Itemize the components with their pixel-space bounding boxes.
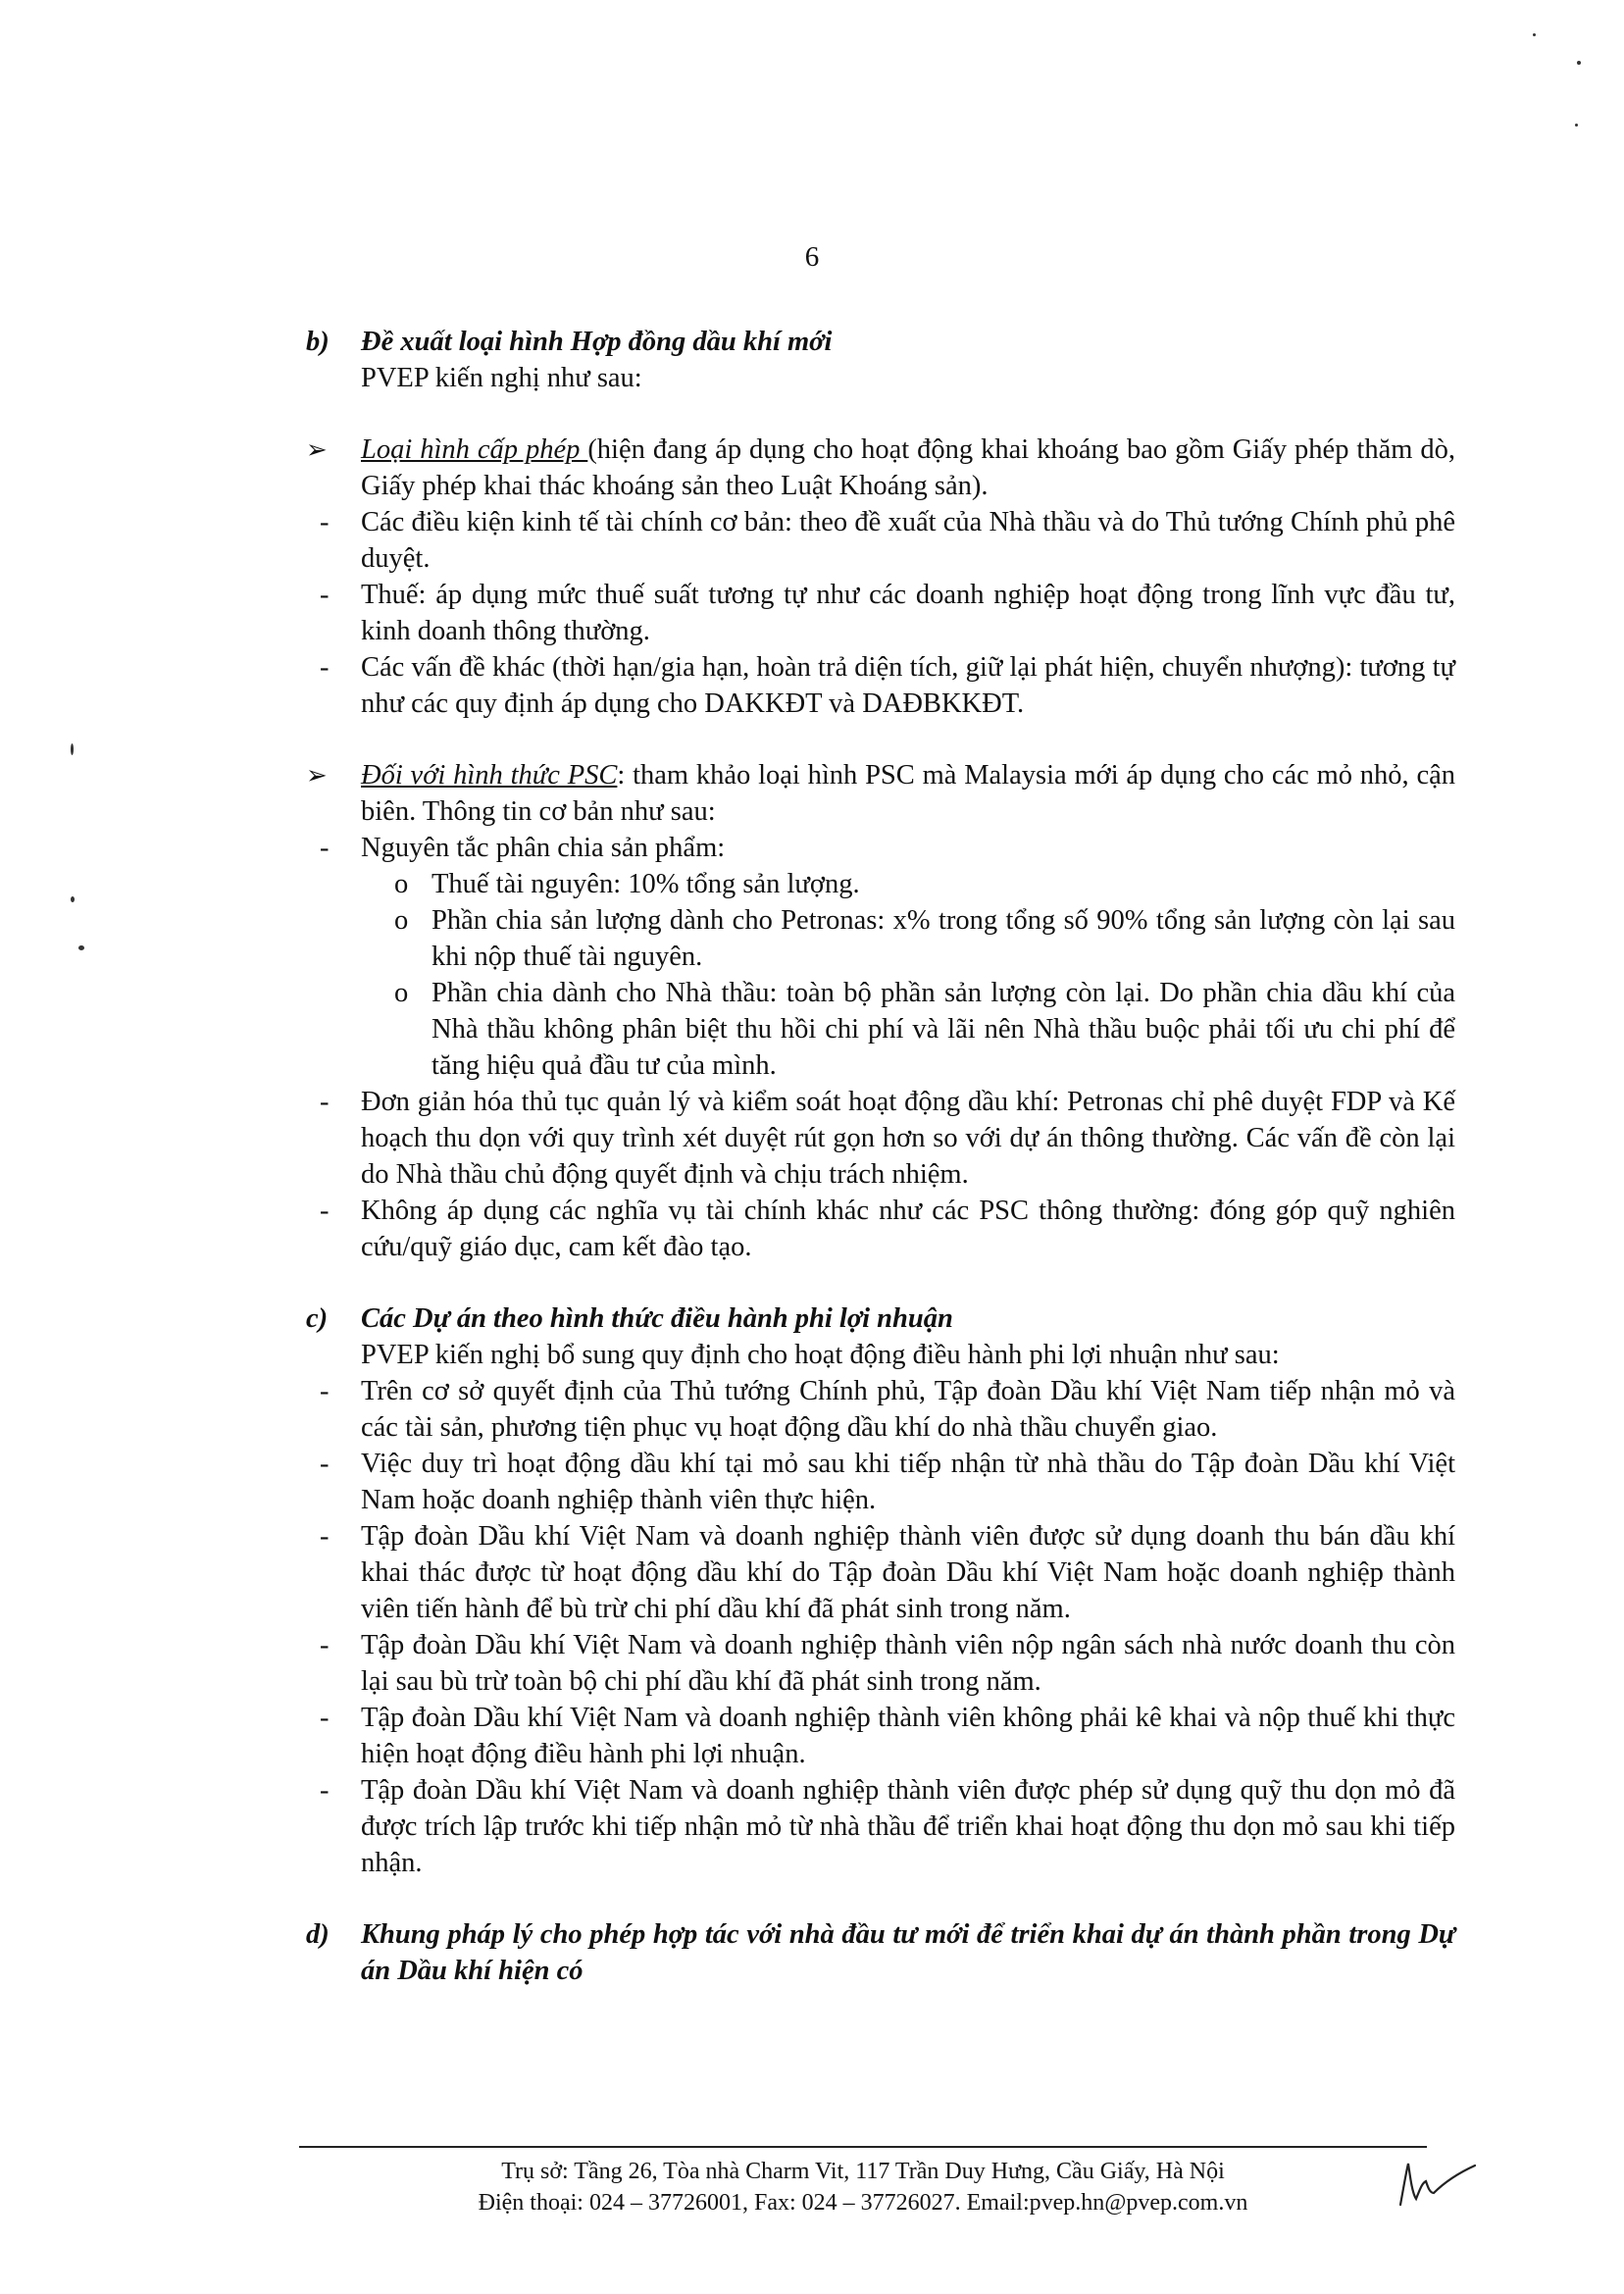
circle-bullet-icon: o bbox=[394, 978, 409, 1008]
list-item: - Tập đoàn Dầu khí Việt Nam và doanh nghiệp thành viên nộp ngân sách nhà nước doanh thu còn lại sau bù trừ toàn bộ chi phí dầu khí đã phát sinh trong năm. bbox=[306, 1627, 1455, 1700]
section-b-letter: b) bbox=[306, 327, 330, 357]
footer-contact: Điện thoại: 024 – 37726001, Fax: 024 – 37726027. Email:pvep.hn@pvep.com.vn bbox=[478, 2190, 1248, 2216]
dash-bullet-icon: - bbox=[320, 507, 330, 537]
section-d-title: Khung pháp lý cho phép hợp tác với nhà đầu tư mới để triển khai dự án thành phần trong Dự án Dầu khí hiện có bbox=[361, 1919, 1455, 1986]
scan-speck bbox=[71, 743, 74, 755]
circle-bullet-icon: o bbox=[394, 905, 409, 936]
dash-bullet-icon: - bbox=[320, 1703, 330, 1733]
footer-address: Trụ sở: Tầng 26, Tòa nhà Charm Vit, 117 Trần Duy Hưng, Cầu Giấy, Hà Nội bbox=[501, 2159, 1225, 2184]
dash-bullet-icon: - bbox=[320, 1449, 330, 1479]
licensing-type-list bbox=[306, 504, 1455, 722]
dash-bullet-icon: - bbox=[320, 1196, 330, 1226]
dash-bullet-icon: - bbox=[320, 1630, 330, 1660]
sub-list-item: o Thuế tài nguyên: 10% tổng sản lượng. bbox=[306, 866, 1455, 902]
licensing-type-block bbox=[306, 432, 1455, 504]
list-item: - Đơn giản hóa thủ tục quản lý và kiểm soát hoạt động dầu khí: Petronas chỉ phê duyệt FDP và Kế hoạch thu dọn với quy trình xét duyệt rút gọn hơn so với dự án thông thường. Các vấn đề còn lại do Nhà thầu chủ động quyết định và chịu trách nhiệm. bbox=[306, 1084, 1455, 1193]
dash-bullet-icon: - bbox=[320, 580, 330, 610]
footer-divider bbox=[299, 2146, 1427, 2148]
list-item: - Việc duy trì hoạt động dầu khí tại mỏ sau khi tiếp nhận từ nhà thầu do Tập đoàn Dầu khí Việt Nam hoặc doanh nghiệp thành viên thực hiện. bbox=[306, 1446, 1455, 1518]
section-b-heading bbox=[306, 324, 1455, 360]
psc-text: : tham khảo loại hình PSC mà Malaysia mới áp dụng cho các mỏ nhỏ, cận biên. Thông tin cơ bản như sau: bbox=[361, 760, 1455, 827]
arrow-bullet-icon: ➢ bbox=[306, 435, 328, 464]
dash-bullet-icon: - bbox=[320, 652, 330, 683]
list-item: - Trên cơ sở quyết định của Thủ tướng Chính phủ, Tập đoàn Dầu khí Việt Nam tiếp nhận mỏ và các tài sản, phương tiện phục vụ hoạt động dầu khí do nhà thầu chuyển giao. bbox=[306, 1373, 1455, 1446]
section-b-title: Đề xuất loại hình Hợp đồng dầu khí mới bbox=[361, 327, 833, 357]
licensing-type-text: (hiện đang áp dụng cho hoạt động khai khoáng bao gồm Giấy phép thăm dò, Giấy phép khai thác khoáng sản theo Luật Khoáng sản). bbox=[361, 434, 1455, 501]
scan-speck bbox=[1533, 33, 1536, 36]
footer bbox=[299, 2156, 1427, 2218]
psc-list-cont bbox=[306, 1084, 1455, 1265]
signature-mark bbox=[1393, 2154, 1481, 2213]
non-profit-list bbox=[306, 1373, 1455, 1881]
psc-block bbox=[306, 757, 1455, 830]
page-content bbox=[306, 324, 1455, 1989]
list-item: - Tập đoàn Dầu khí Việt Nam và doanh nghiệp thành viên được phép sử dụng quỹ thu dọn mỏ đã được trích lập trước khi tiếp nhận mỏ từ nhà thầu để triển khai hoạt động thu dọn mỏ sau khi tiếp nhận. bbox=[306, 1772, 1455, 1881]
section-d-heading bbox=[306, 1916, 1455, 1989]
section-c-title: Các Dự án theo hình thức điều hành phi lợi nhuận bbox=[361, 1303, 953, 1334]
psc-sharing-sublist bbox=[306, 866, 1455, 1084]
page-number: 6 bbox=[804, 241, 820, 273]
section-c-heading bbox=[306, 1300, 1455, 1337]
dash-bullet-icon: - bbox=[320, 1376, 330, 1406]
licensing-type-lead: Loại hình cấp phép bbox=[361, 434, 588, 465]
section-c-letter: c) bbox=[306, 1303, 329, 1334]
list-item: - Tập đoàn Dầu khí Việt Nam và doanh nghiệp thành viên không phải kê khai và nộp thuế khi thực hiện hoạt động điều hành phi lợi nhuận. bbox=[306, 1700, 1455, 1772]
scan-speck bbox=[1575, 124, 1578, 127]
section-c-intro: PVEP kiến nghị bổ sung quy định cho hoạt động điều hành phi lợi nhuận như sau: bbox=[361, 1340, 1280, 1370]
list-item: - Không áp dụng các nghĩa vụ tài chính khác như các PSC thông thường: đóng góp quỹ nghiên cứu/quỹ giáo dục, cam kết đào tạo. bbox=[306, 1193, 1455, 1265]
list-item: - Nguyên tắc phân chia sản phẩm: bbox=[306, 830, 1455, 866]
section-d-letter: d) bbox=[306, 1919, 330, 1950]
scan-speck bbox=[71, 896, 75, 902]
psc-list bbox=[306, 830, 1455, 866]
section-b bbox=[306, 324, 1455, 1265]
psc-lead: Đối với hình thức PSC bbox=[361, 760, 618, 790]
dash-bullet-icon: - bbox=[320, 1521, 330, 1552]
circle-bullet-icon: o bbox=[394, 869, 409, 899]
list-item: - Các điều kiện kinh tế tài chính cơ bản: theo đề xuất của Nhà thầu và do Thủ tướng Chính phủ phê duyệt. bbox=[306, 504, 1455, 577]
list-item: - Thuế: áp dụng mức thuế suất tương tự như các doanh nghiệp hoạt động trong lĩnh vực đầu tư, kinh doanh thông thường. bbox=[306, 577, 1455, 649]
list-item: - Các vấn đề khác (thời hạn/gia hạn, hoàn trả diện tích, giữ lại phát hiện, chuyển nhượng): tương tự như các quy định áp dụng cho DAKKĐT và DAĐBKKĐT. bbox=[306, 649, 1455, 722]
list-item: - Tập đoàn Dầu khí Việt Nam và doanh nghiệp thành viên được sử dụng doanh thu bán dầu khí khai thác được từ hoạt động dầu khí do Tập đoàn Dầu khí Việt Nam hoặc doanh nghiệp thành viên tiến hành để bù trừ chi phí dầu khí đã phát sinh trong năm. bbox=[306, 1518, 1455, 1627]
scan-speck bbox=[1577, 61, 1581, 65]
section-d bbox=[306, 1916, 1455, 1989]
dash-bullet-icon: - bbox=[320, 1775, 330, 1806]
sub-list-item: o Phần chia dành cho Nhà thầu: toàn bộ phần sản lượng còn lại. Do phần chia dầu khí của Nhà thầu không phân biệt thu hồi chi phí và lãi nên Nhà thầu buộc phải tối ưu chi phí để tăng hiệu quả đầu tư của mình. bbox=[306, 975, 1455, 1084]
arrow-bullet-icon: ➢ bbox=[306, 761, 328, 790]
scan-speck bbox=[78, 945, 84, 950]
dash-bullet-icon: - bbox=[320, 833, 330, 863]
sub-list-item: o Phần chia sản lượng dành cho Petronas: x% trong tổng số 90% tổng sản lượng còn lại sau khi nộp thuế tài nguyên. bbox=[306, 902, 1455, 975]
section-b-intro: PVEP kiến nghị như sau: bbox=[361, 363, 642, 393]
dash-bullet-icon: - bbox=[320, 1087, 330, 1117]
section-c bbox=[306, 1300, 1455, 1881]
